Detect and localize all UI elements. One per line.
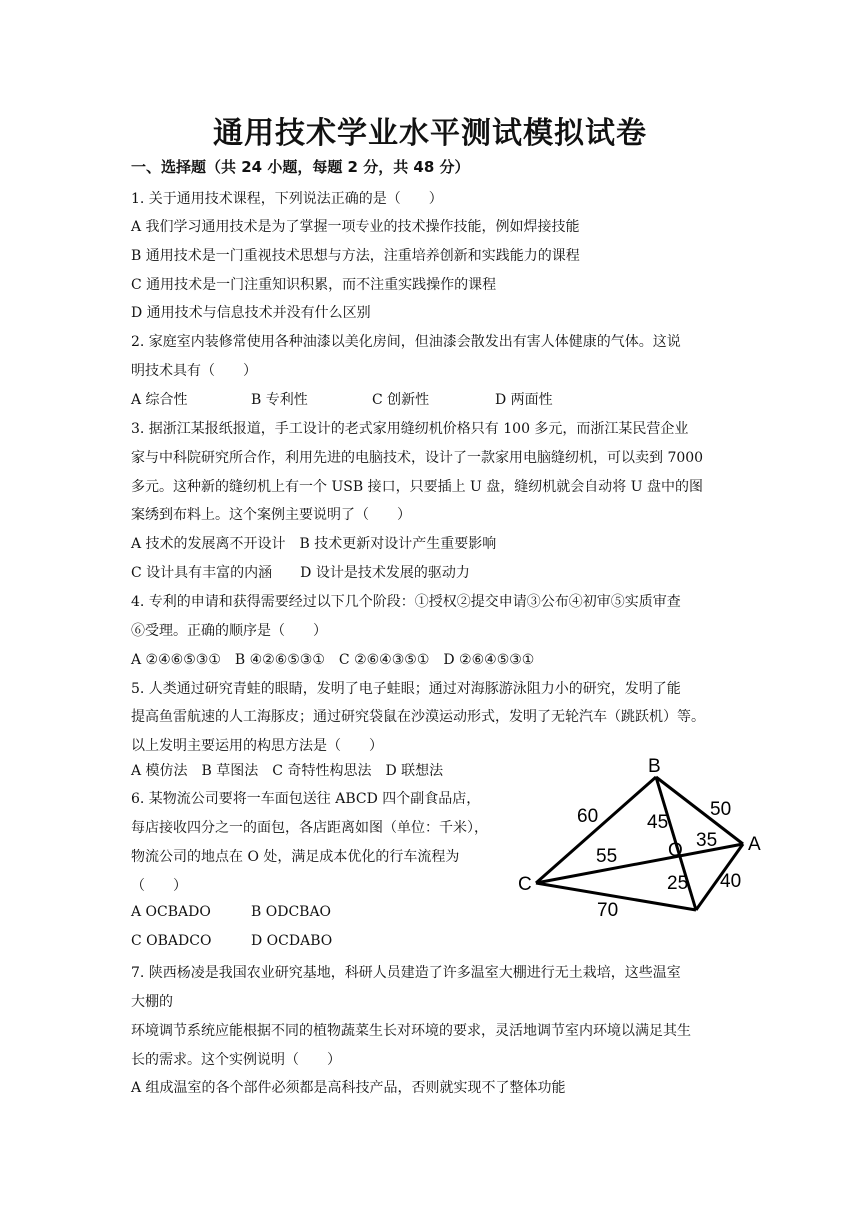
- q4-line2: ⑥受理。正确的顺序是（ ）: [131, 623, 327, 639]
- edge-c-b: [536, 777, 656, 883]
- q5-options: A 模仿法 B 草图法 C 奇特性构思法 D 联想法: [131, 763, 444, 779]
- q1-option-a: A 我们学习通用技术是为了掌握一项专业的技术操作技能，例如焊接技能: [131, 219, 580, 235]
- page-title: 通用技术学业水平测试模拟试卷: [213, 116, 647, 151]
- q1-option-d: D 通用技术与信息技术并没有什么区别: [131, 305, 371, 321]
- dist-oa: 35: [696, 830, 718, 851]
- q5-line2: 提高鱼雷航速的人工海豚皮；通过研究袋鼠在沙漠运动形式，发明了无轮汽车（跳跃机）等。: [131, 709, 705, 725]
- q6-option-a: A OCBADO: [131, 904, 211, 920]
- q3-line1: 3. 据浙江某报纸报道，手工设计的老式家用缝纫机价格只有 100 多元，而浙江某民营企业: [131, 421, 689, 437]
- dist-bo: 45: [647, 812, 669, 833]
- section-heading: 一、选择题（共 24 小题，每题 2 分，共 48 分）: [131, 158, 470, 176]
- q7-line4: 长的需求。这个实例说明（ ）: [131, 1052, 341, 1068]
- dist-cd: 70: [597, 900, 619, 921]
- dist-ba: 50: [710, 799, 732, 820]
- dist-da: 40: [720, 871, 742, 892]
- q3-options-cd: C 设计具有丰富的内涵 D 设计是技术发展的驱动力: [131, 565, 470, 581]
- q3-options-ab: A 技术的发展离不开设计 B 技术更新对设计产生重要影响: [131, 536, 497, 552]
- q4-line1: 4. 专利的申请和获得需要经过以下几个阶段：①授权②提交申请③公布④初审⑤实质审查: [131, 594, 681, 610]
- q4-options: A ②④⑥⑤③① B ④②⑥⑤③① C ②⑥④③⑤① D ②⑥④⑤③①: [131, 652, 535, 668]
- q6-option-c: C OBADCO: [131, 933, 212, 949]
- q2-option-c: C 创新性: [372, 392, 430, 408]
- q2-stem-line2: 明技术具有（ ）: [131, 363, 257, 379]
- q1-stem: 1. 关于通用技术课程，下列说法正确的是（ ）: [131, 191, 443, 207]
- dist-od: 25: [667, 873, 689, 894]
- label-c: C: [518, 874, 532, 895]
- q2-option-a: A 综合性: [131, 392, 188, 408]
- q6-option-b: B ODCBAO: [251, 904, 332, 920]
- q5-line1: 5. 人类通过研究青蛙的眼睛，发明了电子蛙眼；通过对海豚游泳阻力小的研究，发明了能: [131, 681, 681, 697]
- label-o: O: [668, 840, 683, 861]
- q7-option-a: A 组成温室的各个部件必须都是高科技产品，否则就实现不了整体功能: [131, 1080, 566, 1096]
- q6-option-d: D OCDABO: [251, 933, 333, 949]
- q6-line2: 每店接收四分之一的面包，各店距离如图（单位：千米），: [131, 820, 488, 836]
- label-b: B: [648, 756, 661, 777]
- q5-line3: 以上发明主要运用的构思方法是（ ）: [131, 738, 383, 754]
- dist-cb: 60: [577, 806, 599, 827]
- q3-line2: 家与中科院研究所合作，利用先进的电脑技术，设计了一款家用电脑缝纫机，可以卖到 7000: [131, 450, 704, 466]
- q3-line3: 多元。这种新的缝纫机上有一个 USB 接口，只要插上 U 盘，缝纫机就会自动将 U 盘中的图: [131, 479, 703, 495]
- q3-line4: 案绣到布料上。这个案例主要说明了（ ）: [131, 507, 411, 523]
- q6-line4: （ ）: [131, 878, 187, 894]
- q6-line1: 6. 某物流公司要将一车面包送往 ABCD 四个副食品店，: [131, 791, 481, 807]
- q2-option-b: B 专利性: [251, 392, 308, 408]
- q2-option-d: D 两面性: [495, 392, 553, 408]
- q6-line3: 物流公司的地点在 O 处，满足成本优化的行车流程为: [131, 849, 460, 865]
- route-distance-diagram: [510, 752, 770, 932]
- dist-co: 55: [596, 846, 618, 867]
- label-a: A: [748, 834, 761, 855]
- q7-line1: 7. 陕西杨凌是我国农业研究基地，科研人员建造了许多温室大棚进行无土栽培，这些温室: [131, 965, 681, 981]
- q1-option-c: C 通用技术是一门注重知识积累，而不注重实践操作的课程: [131, 277, 497, 293]
- q2-stem-line1: 2. 家庭室内装修常使用各种油漆以美化房间，但油漆会散发出有害人体健康的气体。这说: [131, 334, 681, 350]
- q7-line3: 环境调节系统应能根据不同的植物蔬菜生长对环境的要求，灵活地调节室内环境以满足其生: [131, 1023, 691, 1039]
- q1-option-b: B 通用技术是一门重视技术思想与方法，注重培养创新和实践能力的课程: [131, 248, 580, 264]
- q7-line2: 大棚的: [131, 994, 173, 1010]
